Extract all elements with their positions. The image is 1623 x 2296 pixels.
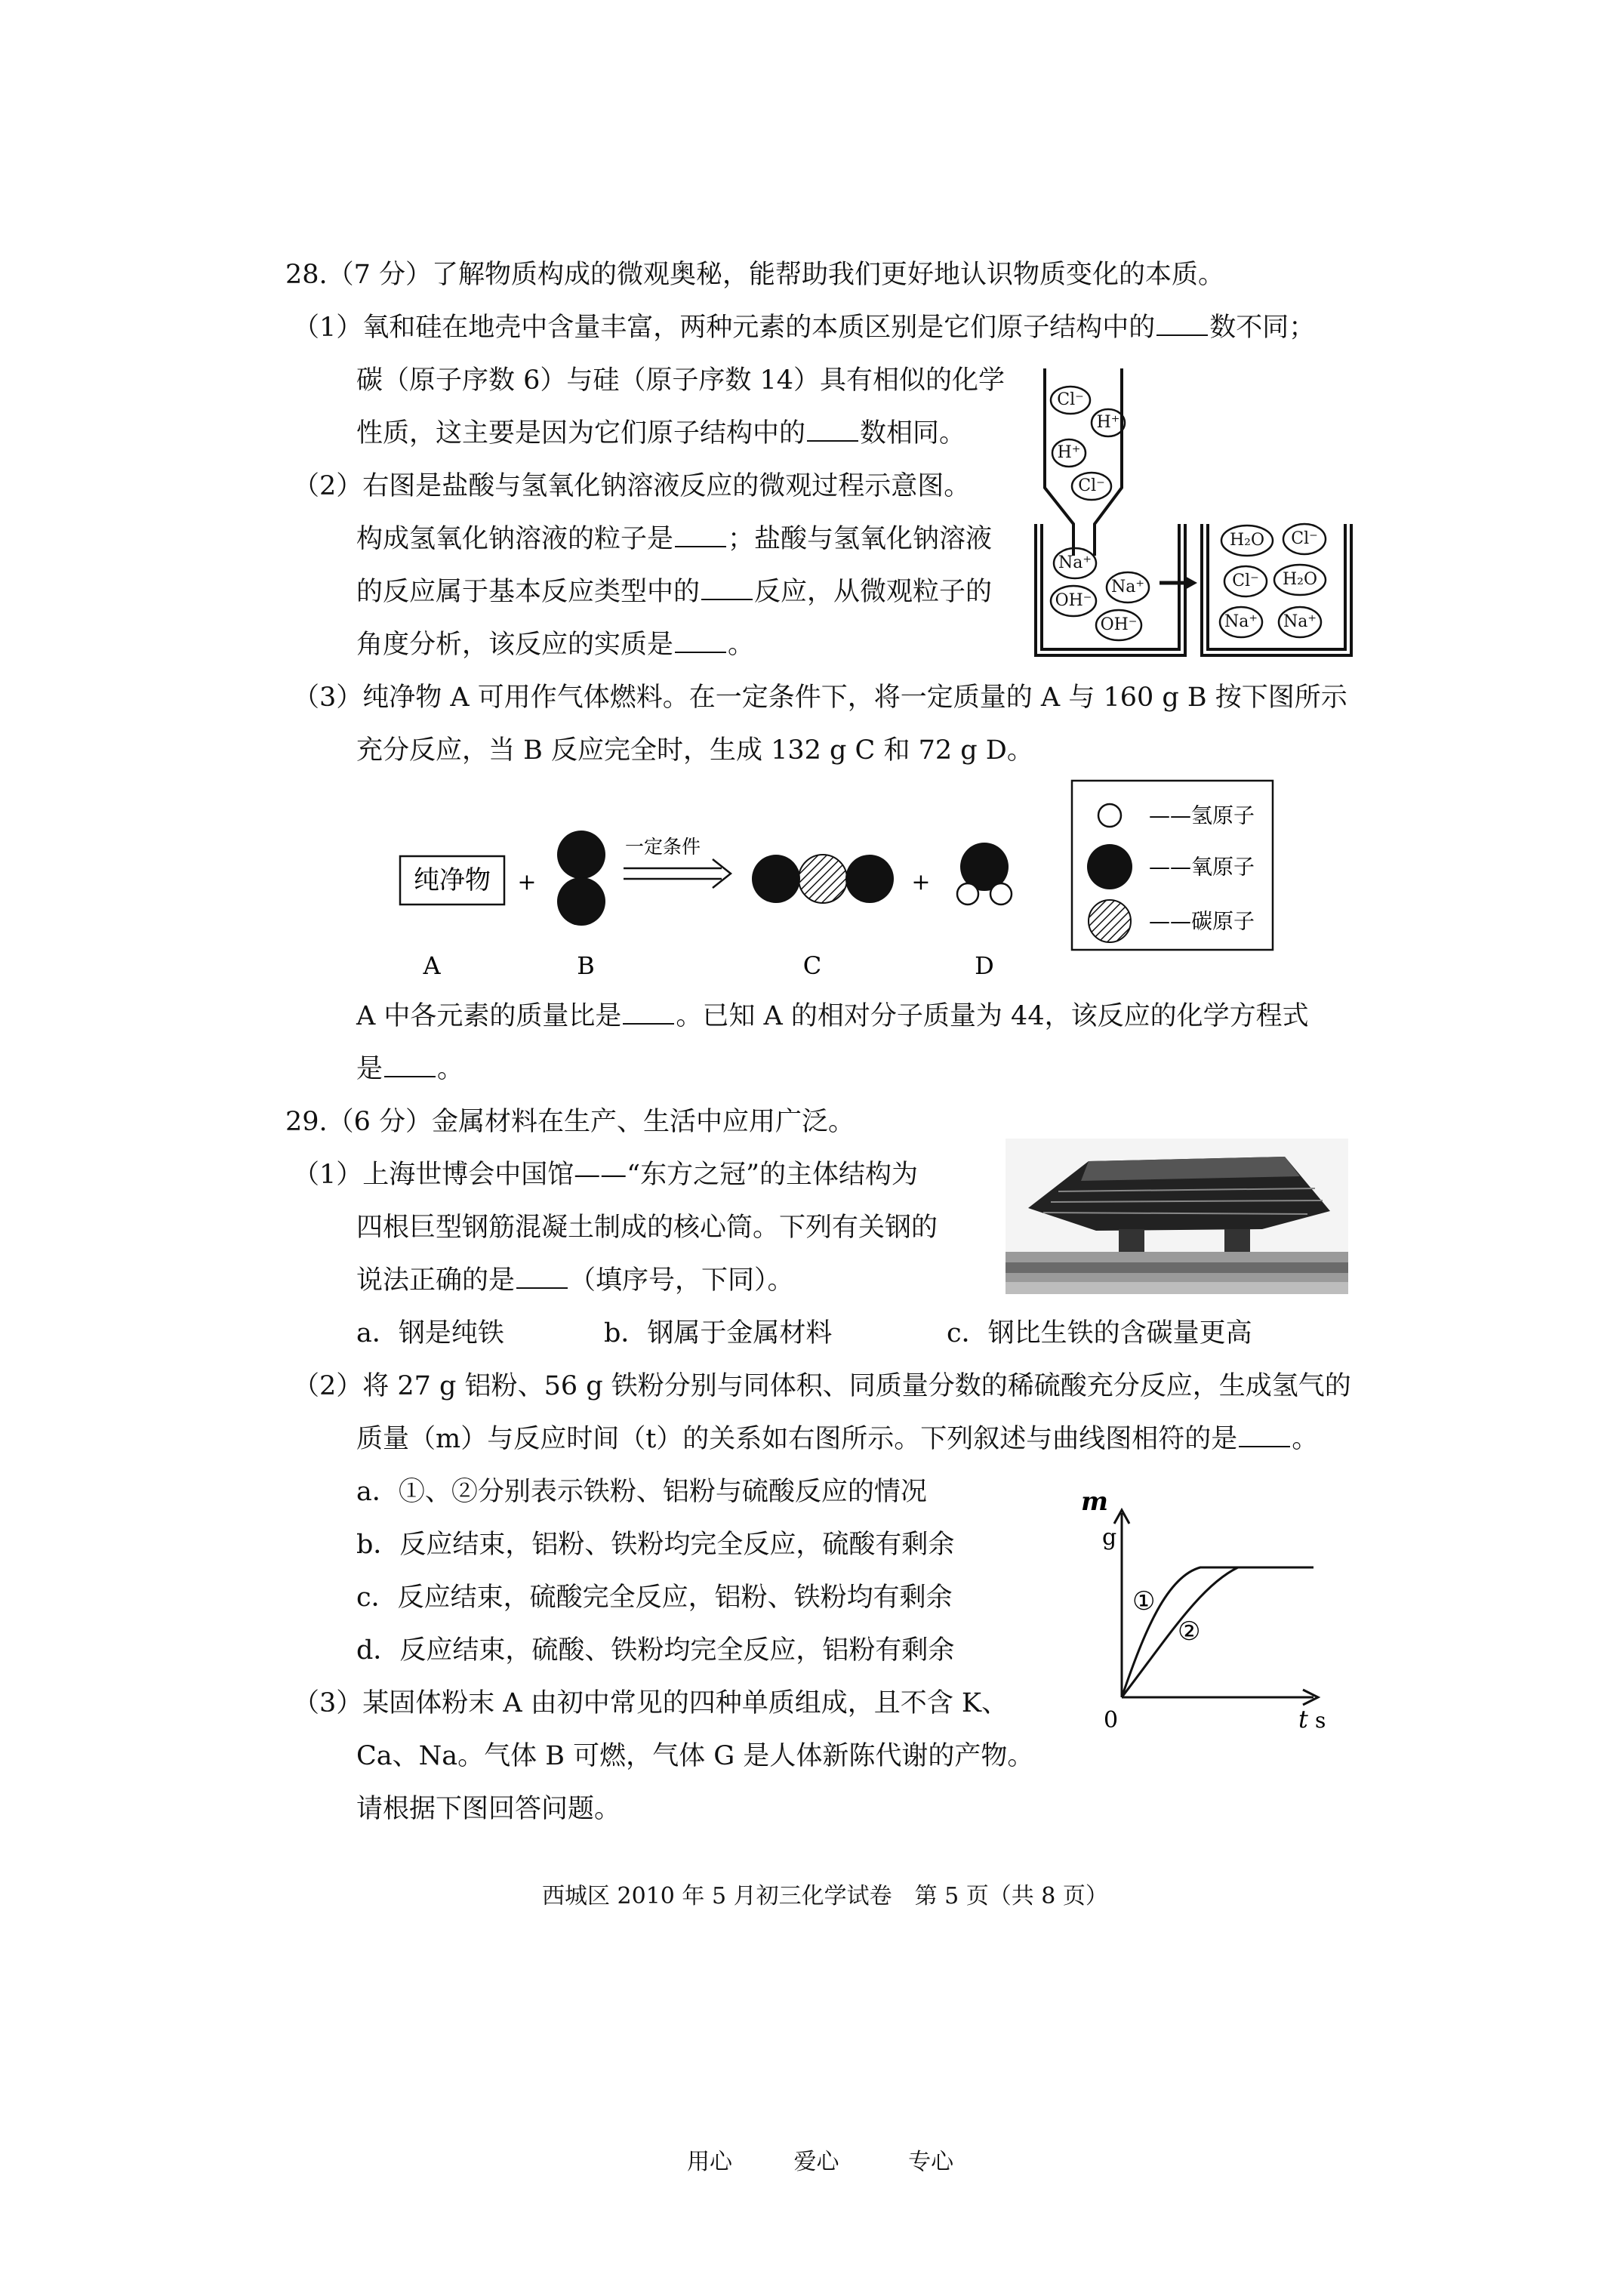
answer-blank[interactable] [1239,1423,1290,1447]
origin-label: 0 [1104,1707,1119,1734]
slogan-word: 爱心 [793,2149,839,2175]
ion-label: H₂O [1229,531,1265,550]
q29-part2-line1: （2）将 27 g 铝粉、56 g 铁粉分别与同体积、同质量分数的稀硫酸充分反应，生成氢气的 [293,1371,1351,1401]
q29-option-b[interactable]: b．反应结束，铝粉、铁粉均完全反应，硫酸有剩余 [356,1530,955,1560]
q29-option-d[interactable]: d．反应结束，硫酸、铁粉均完全反应，铝粉有剩余 [356,1635,955,1666]
beaker-right [1202,524,1351,655]
label-d: D [975,951,994,980]
ion-label: Na⁺ [1111,578,1144,596]
ion-label: OH⁻ [1100,615,1138,634]
label-a: A [423,951,441,980]
ion-label: Na⁺ [1224,612,1258,631]
q28-part3-line4: 是 。 [356,1054,464,1084]
plus-sign: + [911,869,931,895]
q29-option-a[interactable]: a．①、②分别表示铁粉、铝粉与硫酸反应的情况 [356,1477,927,1507]
china-pavilion-photo [1006,1139,1348,1294]
hydrogen-legend-icon [1098,804,1121,827]
ion-label: Cl⁻ [1078,476,1105,495]
option-a[interactable]: a．钢是纯铁 [356,1318,504,1348]
q28-header: 28.（7 分）了解物质构成的微观奥秘，能帮助我们更好地认识物质变化的本质。 [285,260,1225,290]
q29-part2-line2: 质量（m）与反应时间（t）的关系如右图所示。下列叙述与曲线图相符的是 。 [356,1424,1319,1454]
q28-part1-line1: （1）氧和硅在地壳中含量丰富，两种元素的本质区别是它们原子结构中的 数不同； [293,313,1316,343]
ion-label: OH⁻ [1055,591,1092,610]
ion-label: H⁺ [1096,413,1120,432]
pure-substance-label: 纯净物 [414,865,491,895]
q28-part2-line3: 的反应属于基本反应类型中的 反应，从微观粒子的 [356,577,993,607]
label-c: C [802,951,822,980]
answer-blank[interactable] [675,523,726,547]
legend-oxygen: ——氧原子 [1149,854,1255,880]
q29-part3-line1: （3）某固体粉末 A 由初中常见的四种单质组成，且不含 K、 [293,1688,1009,1718]
ion-label: H₂O [1282,570,1318,589]
answer-blank[interactable] [701,576,753,600]
oxygen-legend-icon [1087,844,1132,889]
ion-label: Na⁺ [1283,612,1317,631]
x-axis-variable: t [1298,1705,1308,1734]
q28-part1-line3: 性质，这主要是因为它们原子结构中的 数相同。 [356,418,966,448]
q28-part2-line4: 角度分析，该反应的实质是 。 [356,630,755,660]
slogan-word: 用心 [687,2149,732,2175]
oxygen-atom [845,855,894,903]
q28-part3-line2: 充分反应，当 B 反应完全时，生成 132 g C 和 72 g D。 [356,735,1033,766]
q29-part1-line2: 四根巨型钢筋混凝土制成的核心筒。下列有关钢的 [356,1213,938,1243]
legend-carbon: ——碳原子 [1149,908,1255,934]
q28-part2-line1: （2）右图是盐酸与氢氧化钠溶液反应的微观过程示意图。 [293,471,971,501]
reaction-scheme [393,776,1283,995]
mass-time-graph [1072,1480,1359,1737]
plus-sign: + [517,869,537,895]
y-axis-variable: m [1081,1487,1108,1517]
y-axis-unit: g [1102,1524,1117,1551]
hydrogen-atom [990,883,1012,905]
hydrogen-atom [957,883,978,905]
answer-blank[interactable] [516,1265,568,1289]
legend-hydrogen: ——氢原子 [1149,803,1255,828]
q29-part3-line2: Ca、Na。气体 B 可燃，气体 G 是人体新陈代谢的产物。 [356,1741,1034,1771]
option-b[interactable]: b．钢属于金属材料 [604,1318,833,1348]
oxygen-atom [557,831,605,879]
curve-2-label: ② [1178,1616,1201,1647]
oxygen-atom [557,877,605,926]
q28-part3-line1: （3）纯净物 A 可用作气体燃料。在一定条件下，将一定质量的 A 与 160 g B 按下图所示 [293,683,1347,713]
answer-blank[interactable] [1156,312,1208,336]
q29-part1-line1: （1）上海世博会中国馆——“东方之冠”的主体结构为 [293,1160,919,1190]
neutralization-diagram [1034,353,1389,669]
ion-label: Cl⁻ [1057,390,1084,409]
q29-part3-line3: 请根据下图回答问题。 [356,1794,621,1824]
ion-label: Cl⁻ [1291,529,1318,548]
answer-blank[interactable] [807,418,858,442]
option-c[interactable]: c．钢比生铁的含碳量更高 [947,1318,1252,1348]
reaction-condition: 一定条件 [624,836,701,858]
x-axis-unit: s [1315,1708,1326,1733]
carbon-atom [799,855,847,903]
q29-option-c[interactable]: c．反应结束，硫酸完全反应，铝粉、铁粉均有剩余 [356,1583,953,1613]
double-arrow-icon [624,859,731,888]
q28-part3-line3: A 中各元素的质量比是 。已知 A 的相对分子质量为 44，该反应的化学方程式 [356,1001,1309,1031]
ion-label: H⁺ [1057,443,1081,462]
slogan-word: 专心 [908,2149,954,2175]
ion-label: Na⁺ [1058,553,1092,572]
slogan [687,2146,953,2179]
ion-label: Cl⁻ [1232,572,1259,590]
curve-1-label: ① [1132,1586,1156,1616]
oxygen-atom [752,855,800,903]
answer-blank[interactable] [675,629,726,653]
answer-blank[interactable] [623,1000,674,1025]
q29-header: 29.（6 分）金属材料在生产、生活中应用广泛。 [285,1107,855,1137]
label-b: B [577,951,595,980]
answer-blank[interactable] [384,1053,436,1077]
q28-part1-line2: 碳（原子序数 6）与硅（原子序数 14）具有相似的化学 [356,365,1006,396]
q28-part2-line2: 构成氢氧化钠溶液的粒子是 ；盐酸与氢氧化钠溶液 [356,524,993,554]
page-footer: 西城区 2010 年 5 月初三化学试卷 第 5 页（共 8 页） [542,1883,1108,1909]
q29-part1-line3: 说法正确的是 （填序号，下同）。 [356,1265,794,1296]
carbon-legend-icon [1089,900,1131,942]
